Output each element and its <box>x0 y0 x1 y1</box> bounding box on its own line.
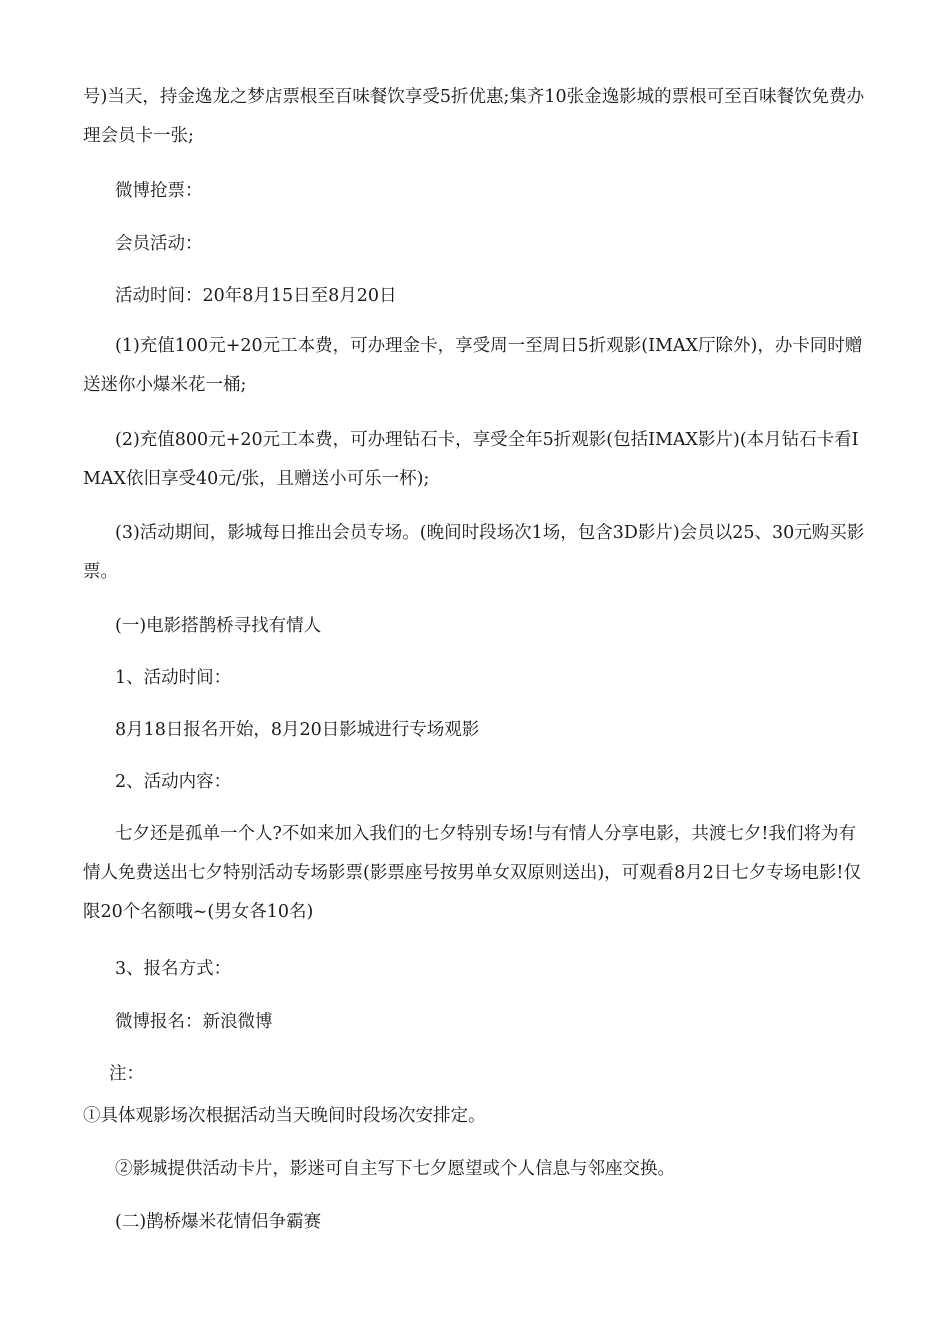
section-heading-1: (一)电影搭鹊桥寻找有情人 <box>115 616 322 636</box>
paragraph-member-screening: (3)活动期间，影城每日推出会员专场。(晚间时段场次1场，包含3D影片)会员以25、30元购买影票。 <box>83 523 865 582</box>
section-heading-2: (二)鹊桥爆米花情侣争霸赛 <box>115 1212 322 1232</box>
subheading-activity-content: 2、活动内容： <box>115 772 232 792</box>
paragraph-note-2: ②影城提供活动卡片，影迷可自主写下七夕愿望或个人信息与邻座交换。 <box>115 1159 675 1179</box>
paragraph-promo-continuation: 号)当天，持金逸龙之梦店票根至百味餐饮享受5折优惠;集齐10张金逸影城的票根可至百味餐饮免费办理会员卡一张; <box>83 87 865 146</box>
paragraph-activity-time: 活动时间：20年8月15日至8月20日 <box>115 286 397 306</box>
paragraph-diamond-card: (2)充值800元+20元工本费，可办理钻石卡，享受全年5折观影(包括IMAX影片)(本月钻石卡看IMAX依旧享受40元/张，且赠送小可乐一杯); <box>83 430 859 489</box>
paragraph-signup-dates: 8月18日报名开始，8月20日影城进行专场观影 <box>115 720 480 740</box>
paragraph-weibo-signup: 微博报名：新浪微博 <box>115 1012 273 1032</box>
paragraph-note-label: 注： <box>109 1064 144 1084</box>
paragraph-qixi-description: 七夕还是孤单一个人?不如来加入我们的七夕特别专场!与有情人分享电影，共渡七夕!我们将为有情人免费送出七夕特别活动专场影票(影票座号按男单女双原则送出)，可观看8月2日七夕专场电影!仅限20个名额哦~(男女各10名) <box>83 824 861 922</box>
subheading-signup-method: 3、报名方式： <box>115 959 232 979</box>
paragraph-gold-card: (1)充值100元+20元工本费，可办理金卡，享受周一至周日5折观影(IMAX厅除外)，办卡同时赠送迷你小爆米花一桶; <box>83 336 863 395</box>
subheading-activity-time: 1、活动时间： <box>115 668 232 688</box>
paragraph-member-activity: 会员活动： <box>115 234 203 254</box>
paragraph-weibo-tickets: 微博抢票： <box>115 181 203 201</box>
paragraph-note-1: ①具体观影场次根据活动当天晚间时段场次安排定。 <box>83 1106 486 1126</box>
